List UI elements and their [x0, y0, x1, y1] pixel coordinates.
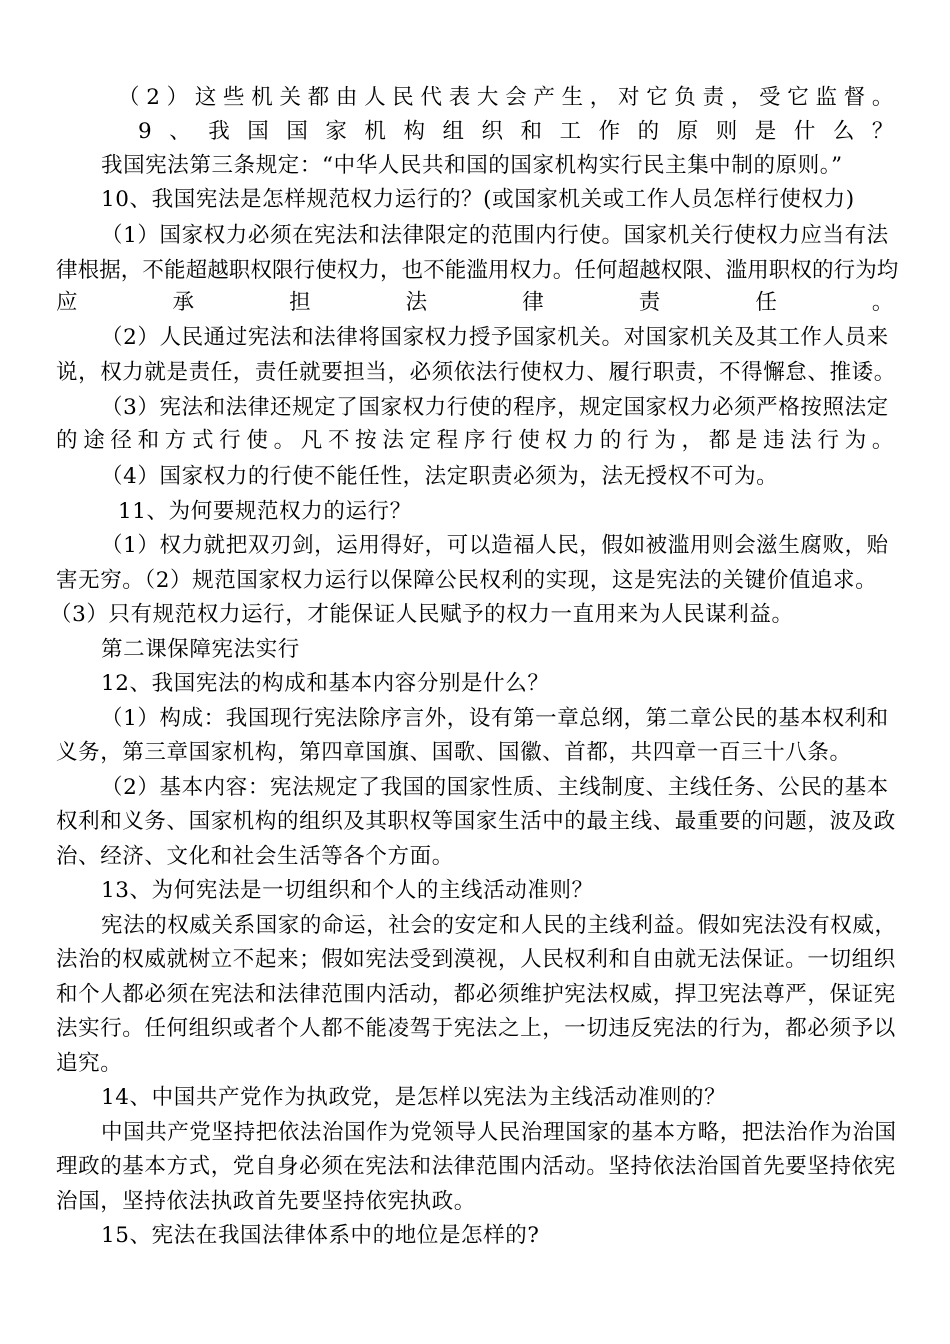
text-line: （4）国家权力的行使不能任性，法定职责必须为，法无授权不可为。: [101, 464, 779, 489]
text-line: 理政的基本方式，党自身必须在宪法和法律范围内活动。坚持依法治国首先要坚持依宪: [56, 1154, 896, 1179]
text-line: 说，权力就是责任，责任就要担当，必须依法行使权力、履行职责，不得懈怠、推诿。: [56, 360, 896, 385]
text-line: （1）权力就把双刃剑，运用得好，可以造福人民，假如被滥用则会滋生腐败，贻: [101, 533, 889, 558]
text-line: 治、经济、文化和社会生活等各个方面。: [56, 844, 454, 869]
text-line: 治国，坚持依法执政首先要坚持依宪执政。: [56, 1189, 476, 1214]
text-line: （2）这些机关都由人民代表大会产生，对它负责，受它监督。: [118, 85, 894, 110]
text-line: 追究。: [56, 1051, 123, 1076]
lesson-heading: 第二课保障宪法实行: [101, 637, 300, 662]
text-line: 义务，第三章国家机构，第四章国旗、国歌、国徽、首都，共四章一百三十八条。: [56, 740, 852, 765]
text-line: （1）构成：我国现行宪法除序言外，设有第一章总纲，第二章公民的基本权利和: [101, 706, 889, 731]
text-line: 害无穷。（2）规范国家权力运行以保障公民权利的实现，这是宪法的关键价值追求。: [56, 568, 878, 593]
text-line: （2）基本内容：宪法规定了我国的国家性质、主线制度、主线任务、公民的基本: [101, 775, 889, 800]
question-heading-12: 12、我国宪法的构成和基本内容分别是什么？: [101, 671, 550, 696]
text-line: 中国共产党坚持把依法治国作为党领导人民治理国家的基本方略，把法治作为治国: [101, 1120, 897, 1145]
text-line: 应承担法律责任。: [56, 290, 894, 315]
text-line: （3）宪法和法律还规定了国家权力行使的程序，规定国家权力必须严格按照法定: [101, 395, 889, 420]
text-line: 宪法的权威关系国家的命运，社会的安定和人民的主线利益。假如宪法没有权威，: [101, 913, 897, 938]
question-heading-9: 9、我国国家机构组织和工作的原则是什么？: [138, 119, 894, 144]
text-line: 律根据，不能超越职权限行使权力，也不能滥用权力。任何超越权限、滥用职权的行为均: [56, 258, 899, 283]
text-line: （1）国家权力必须在宪法和法律限定的范围内行使。国家机关行使权力应当有法: [101, 223, 889, 248]
question-heading-10: 10、我国宪法是怎样规范权力运行的？(或国家机关或工作人员怎样行使权力): [101, 187, 855, 212]
text-line: 权利和义务、国家机构的组织及其职权等国家生活中的最主线、最重要的问题，波及政: [56, 809, 896, 834]
question-heading-13: 13、为何宪法是一切组织和个人的主线活动准则？: [101, 878, 594, 903]
question-heading-11: 11、为何要规范权力的运行？: [118, 499, 412, 524]
text-line: （2）人民通过宪法和法律将国家权力授予国家机关。对国家机关及其工作人员来: [101, 325, 889, 350]
text-line: 我国宪法第三条规定：“中华人民共和国的国家机构实行民主集中制的原则。”: [101, 153, 843, 178]
question-heading-15: 15、宪法在我国法律体系中的地位是怎样的?: [101, 1223, 540, 1248]
text-line: 和个人都必须在宪法和法律范围内活动，都必须维护宪法权威，捍卫宪法尊严，保证宪: [56, 982, 896, 1007]
text-line: 法治的权威就树立不起来；假如宪法受到漠视，人民权利和自由就无法保证。一切组织: [56, 947, 896, 972]
text-line: 法实行。任何组织或者个人都不能凌驾于宪法之上，一切违反宪法的行为，都必须予以: [56, 1016, 896, 1041]
question-heading-14: 14、中国共产党作为执政党，是怎样以宪法为主线活动准则的？: [101, 1085, 727, 1110]
text-line: （3）只有规范权力运行，才能保证人民赋予的权力一直用来为人民谋利益。: [50, 602, 794, 627]
text-line: 的途径和方式行使。凡不按法定程序行使权力的行为，都是违法行为。: [56, 428, 894, 453]
